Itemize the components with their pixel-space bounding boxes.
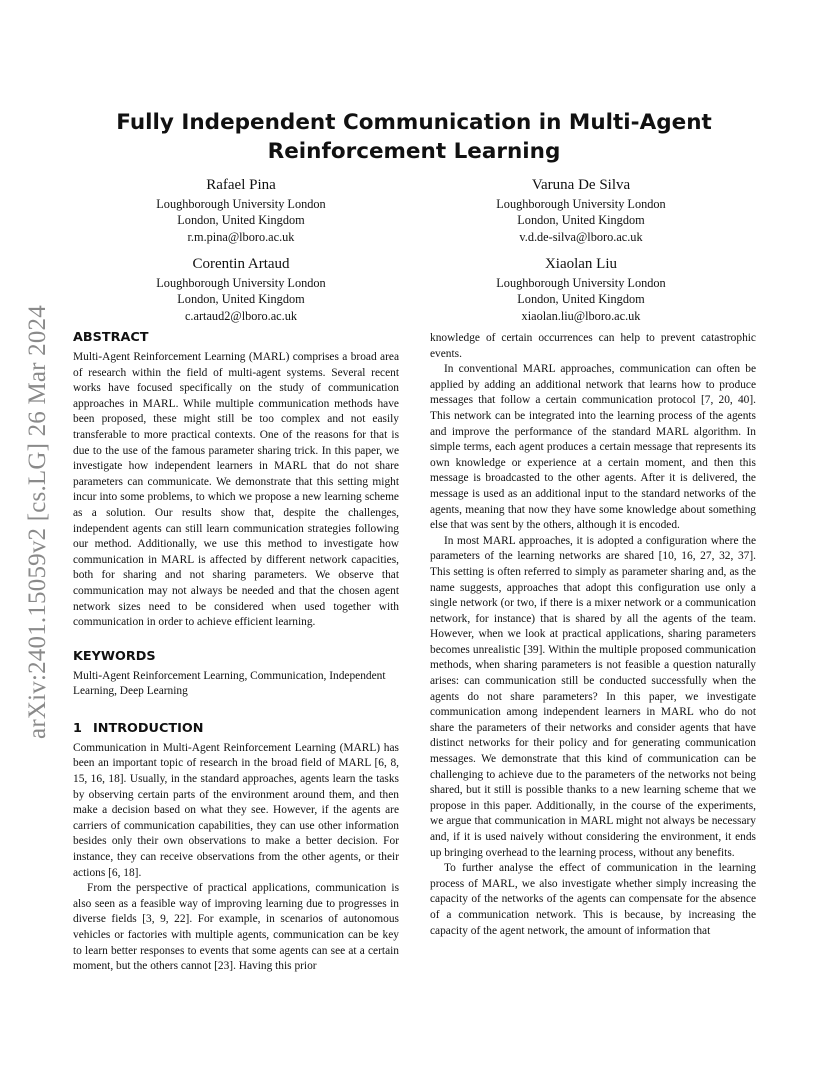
- section-title: INTRODUCTION: [93, 720, 204, 736]
- introduction-paragraph: Communication in Multi-Agent Reinforcement Learning (MARL) has been an important topic of research in the broad field of MARL [6, 8, 15, 16, 18]. Usually, in the standard approaches, agents learn the tasks by observing certain parts of the environment around them, and then make a decision based on what they see. However, if the agents are carriers of communication capabilities, they can use other information besides only their own observations to make a better decision. For instance, they can receive observations from the other agents, or their actions [6, 18].: [73, 741, 399, 879]
- author-block: [111, 175, 371, 245]
- author-affiliation: Loughborough University London: [496, 197, 666, 211]
- author-email: c.artaud2@lboro.ac.uk: [184, 308, 298, 323]
- author-block: [111, 254, 371, 324]
- body-paragraph: In most MARL approaches, it is adopted a configuration where the parameters of the learning networks are shared [10, 16, 27, 32, 37]. This setting is often referred to simply as parameter sharing and, as the name suggests, approaches that adopt this configuration use only a single network (or two, if there is a mixer network or a communication network, for instance) that is shared by all the agents of the team. However, when we look at practical applications, sharing parameters becomes unrealistic [39]. Within the multiple proposed communication methods, when sharing parameters is not feasible a question naturally arises: can communication still be conducted successfully when the agents do not share parameters? In this paper, we investigate communication among independent learners in MARL who do not share the parameters of their networks and consider agents that have distinct networks for their policy and for generating communication messages. We demonstrate that this kind of communication can be challenging to achieve due to the parameters of the networks not being shared, but it still is possible thanks to a new learning scheme that we propose in this paper. Additionally, in the course of the experiments, we argue that communication in MARL might not always be necessary and, if it is used naively without considering the environment, it ends up bringing overhead to the learning process, without any benefits.: [430, 534, 756, 859]
- author-name: Rafael Pina: [206, 177, 276, 193]
- section-number: 1: [73, 720, 82, 736]
- introduction-heading: [73, 720, 399, 737]
- arxiv-identifier-stamp: [18, 282, 58, 762]
- author-email: v.d.de-silva@lboro.ac.uk: [519, 229, 643, 244]
- author-block: [451, 175, 711, 245]
- author-name: Varuna De Silva: [531, 177, 631, 193]
- keywords-heading: KEYWORDS: [73, 648, 156, 664]
- author-location: London, United Kingdom: [177, 213, 305, 228]
- author-block: [451, 254, 711, 324]
- keywords-text: Multi-Agent Reinforcement Learning, Communication, Independent Learning, Deep Learning: [73, 669, 386, 698]
- body-paragraph: knowledge of certain occurrences can help to prevent catastrophic events.: [430, 332, 756, 360]
- arxiv-stamp-text: arXiv:2401.15059v2 [cs.LG] 26 Mar 2024: [24, 305, 52, 739]
- author-affiliation: Loughborough University London: [156, 197, 326, 211]
- author-name: Corentin Artaud: [192, 256, 290, 272]
- author-location: London, United Kingdom: [517, 292, 645, 307]
- author-location: London, United Kingdom: [177, 292, 305, 307]
- body-paragraph: In conventional MARL approaches, communication can often be applied by adding an additional network that learns how to produce messages that follow a certain communication protocol [7, 20, 40]. This network can be integrated into the learning process of the agents and improve the performance of the standard MARL algorithm. In simple terms, each agent produces a certain message that represents its own knowledge or experience at a certain moment, and then this message is broadcasted to the other agents. After it is delivered, the message is used as an additional input to the standard networks of the agents, meaning that now they have some knowledge about something else that was sent by the others, although it is encoded.: [430, 363, 756, 532]
- abstract-heading: ABSTRACT: [73, 330, 149, 345]
- author-email: r.m.pina@lboro.ac.uk: [187, 229, 295, 244]
- body-paragraph: To further analyse the effect of communication in the learning process of MARL, we also investigate whether simply increasing the capacity of the networks of the agents can compensate for the absence of a communication network. This is because, by increasing the capacity of the agent network, the amount of information that: [430, 862, 756, 937]
- author-affiliation: Loughborough University London: [496, 276, 666, 290]
- left-column: [73, 329, 399, 975]
- author-location: London, United Kingdom: [517, 213, 645, 228]
- author-name: Xiaolan Liu: [544, 256, 618, 272]
- right-column: [430, 331, 756, 939]
- author-affiliation: Loughborough University London: [156, 276, 326, 290]
- introduction-paragraph: From the perspective of practical applications, communication is also seen as a feasible way of improving learning due to progresses in diverse fields [3, 9, 22]. For example, in scenarios of autonomous vehicles or factories with multiple agents, communication can be key to learn better responses to events that some agents can see at a certain moment, but the others cannot [23]. Having this prior: [73, 882, 399, 973]
- abstract-text: Multi-Agent Reinforcement Learning (MARL) comprises a broad area of research within the field of multi-agent systems. Several recent works have focused specifically on the study of communication approaches in MARL. While multiple communication methods have been proposed, these might still be too complex and not easily transferable to more practical contexts. One of the reasons for that is due to the use of the famous parameter sharing trick. In this paper, we investigate how independent learners in MARL that do not share parameters can communicate. We demonstrate that this setting might incur into some problems, to which we propose a new learning scheme as a solution. Our results show that, despite the challenges, independent agents can still learn communication strategies following our method. Additionally, we use this method to investigate how communication in MARL is affected by different network capacities, both for sharing and not sharing parameters. We observe that communication may not always be needed and that the chosen agent network sizes need to be considered when used together with communication in order to achieve efficient learning.: [73, 351, 399, 629]
- paper-title: Fully Independent Communication in Multi-Agent Reinforcement Learning: [116, 110, 712, 164]
- author-email: xiaolan.liu@lboro.ac.uk: [521, 308, 641, 323]
